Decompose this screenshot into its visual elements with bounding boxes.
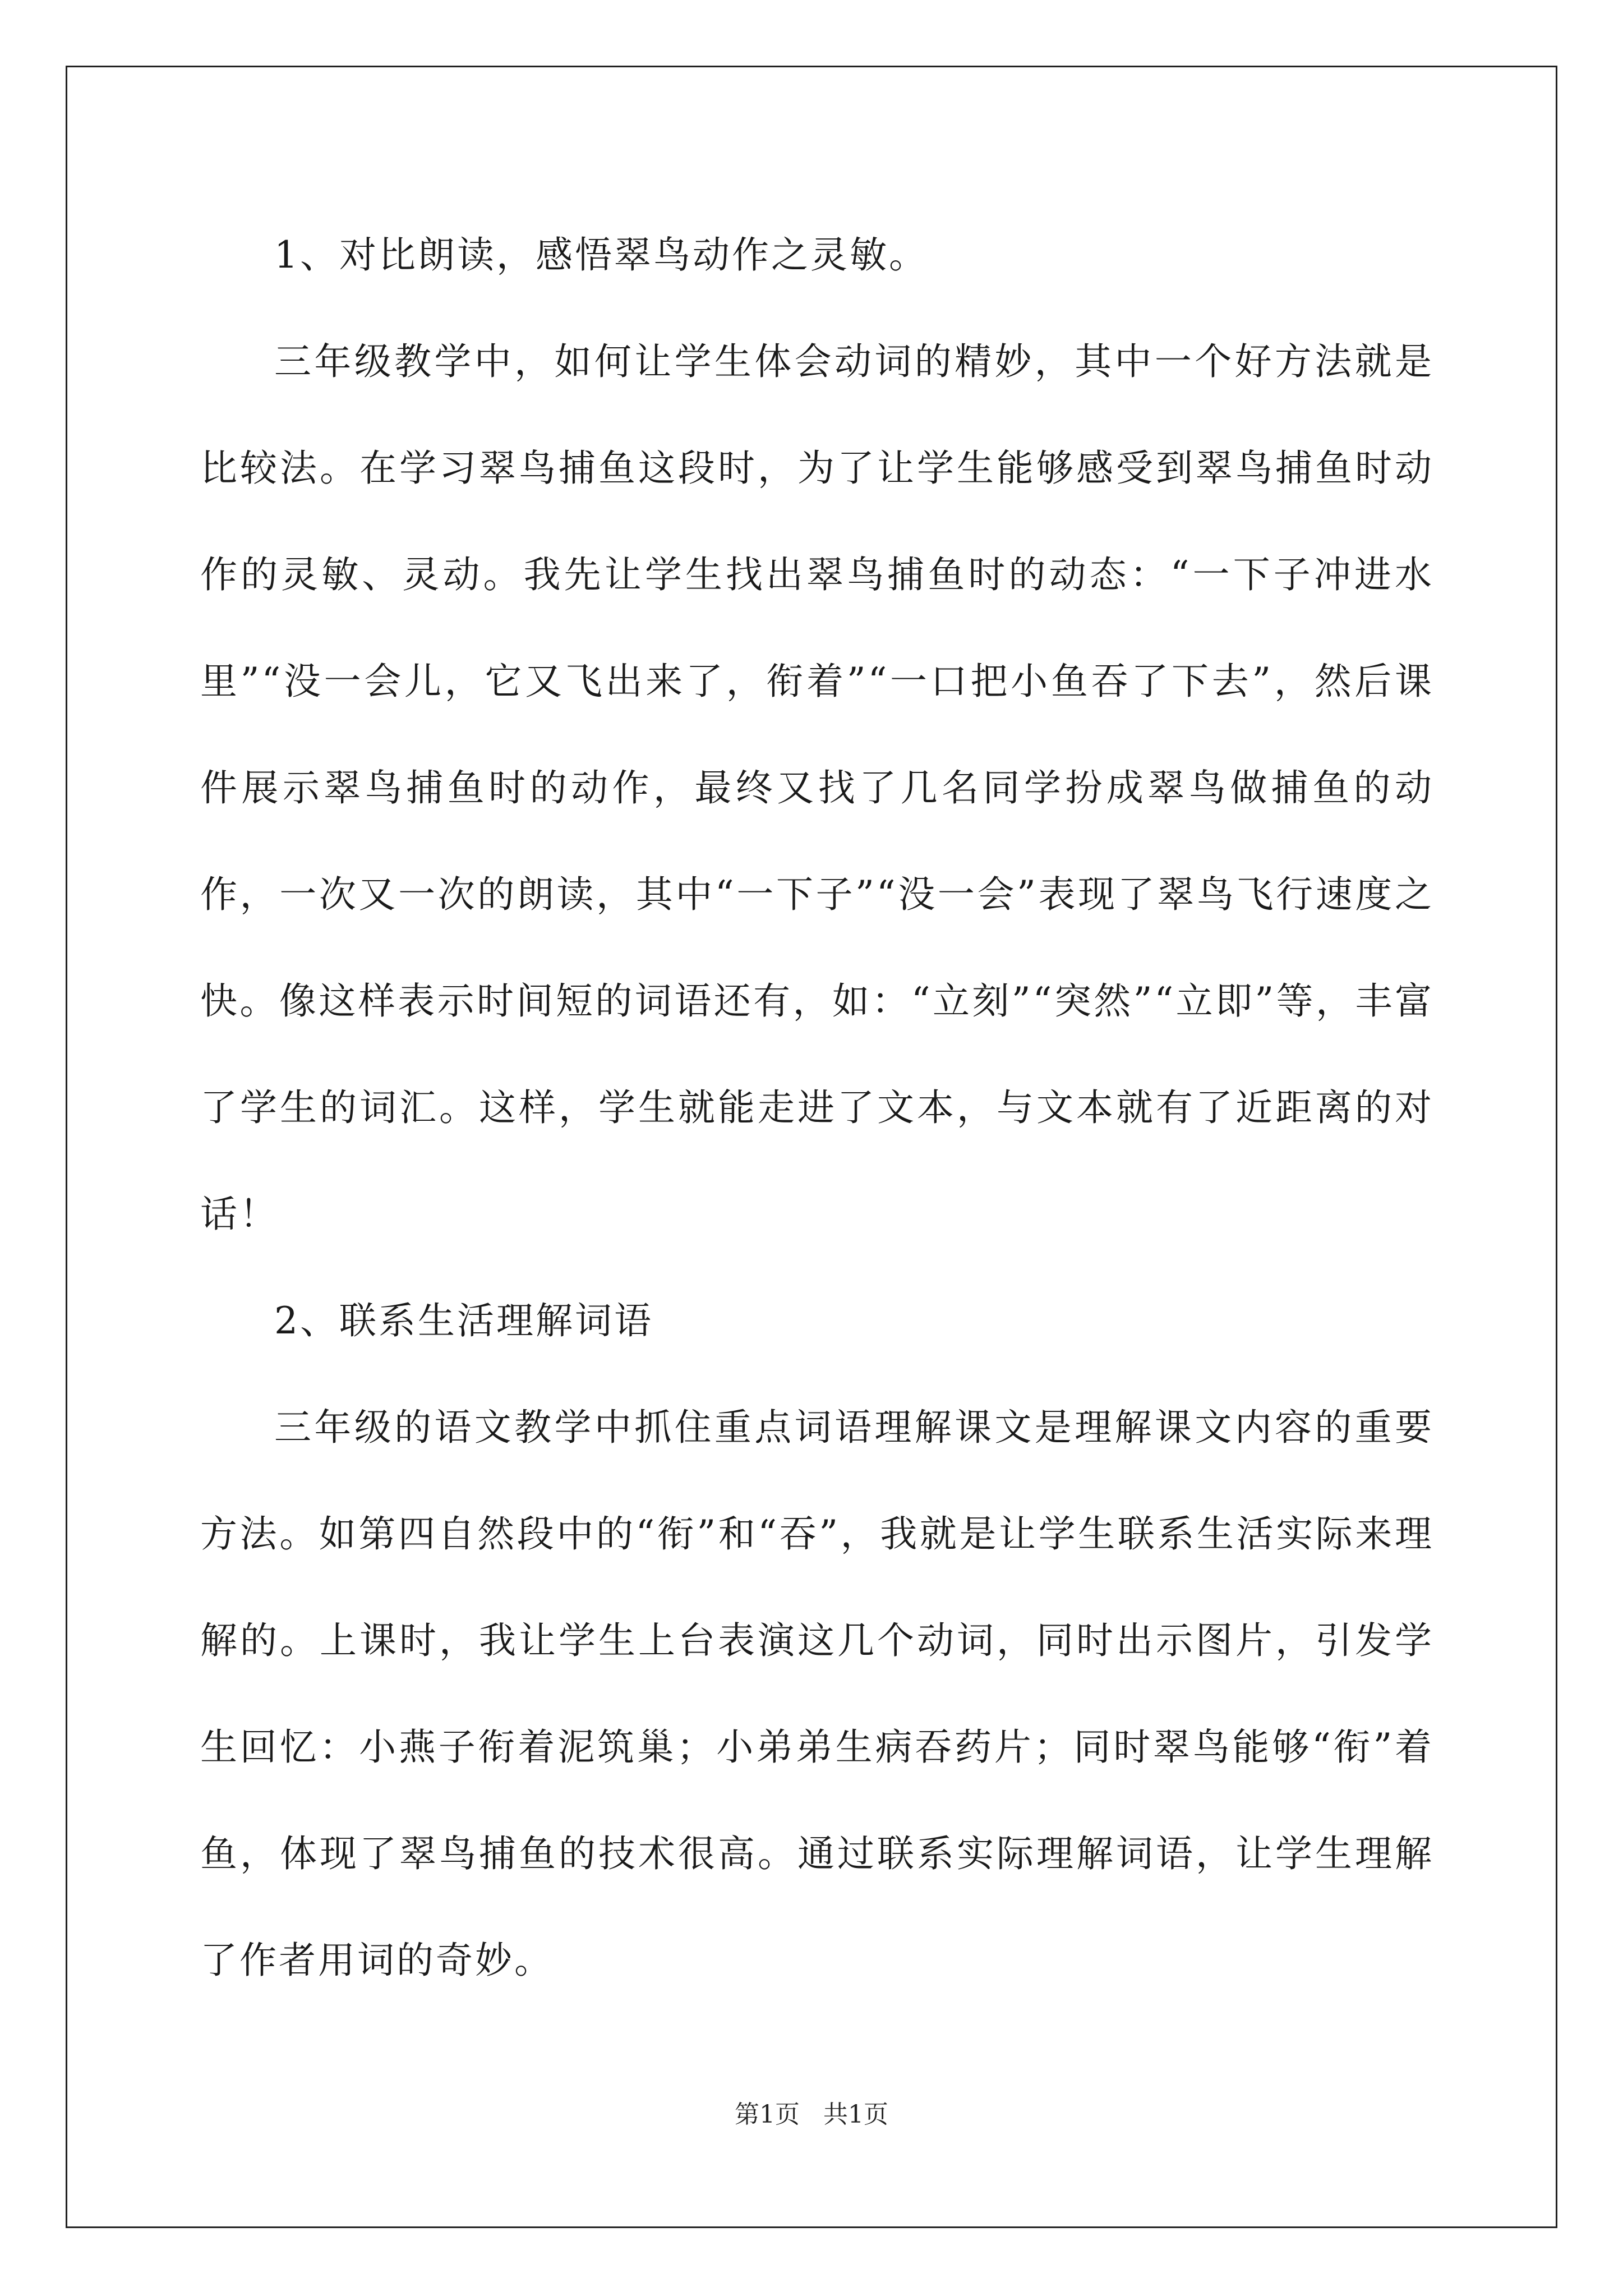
page-number: 第1页 — [735, 2100, 800, 2129]
section-heading-2: 2、联系生活理解词语 — [274, 1299, 653, 1342]
paragraph-2: 三年级的语文教学中抓住重点词语理解课文是理解课文内容的重要方法。如第四自然段中的“衔”和“吞”，我就是让学生联系生活实际来理解的。上课时，我让学生上台表演这几个动词，同时出示图片，引发学生回忆：小燕子衔着泥筑巢；小弟弟生病吞药片；同时翠鸟能够“衔”着鱼，体现了翠鸟捕鱼的技术很高。通过联系实际理解词语，让学生理解了作者用词的奇妙。 — [200, 1406, 1434, 1982]
page-footer — [0, 2098, 1623, 2132]
paragraph-1: 三年级教学中，如何让学生体会动词的精妙，其中一个好方法就是比较法。在学习翠鸟捕鱼这段时，为了让学生能够感受到翠鸟捕鱼时动作的灵敏、灵动。我先让学生找出翠鸟捕鱼时的动态：“一下子冲进水里”“没一会儿，它又飞出来了，衔着”“一口把小鱼吞了下去”，然后课件展示翠鸟捕鱼时的动作，最终又找了几名同学扮成翠鸟做捕鱼的动作，一次又一次的朗读，其中“一下子”“没一会”表现了翠鸟飞行速度之快。像这样表示时间短的词语还有，如：“立刻”“突然”“立即”等，丰富了学生的词汇。这样，学生就能走进了文本，与文本就有了近距离的对话！ — [200, 340, 1434, 1236]
page-total: 共1页 — [823, 2100, 888, 2129]
document-body — [200, 202, 1434, 2014]
section-heading-1: 1、对比朗读，感悟翠鸟动作之灵敏。 — [274, 233, 928, 277]
